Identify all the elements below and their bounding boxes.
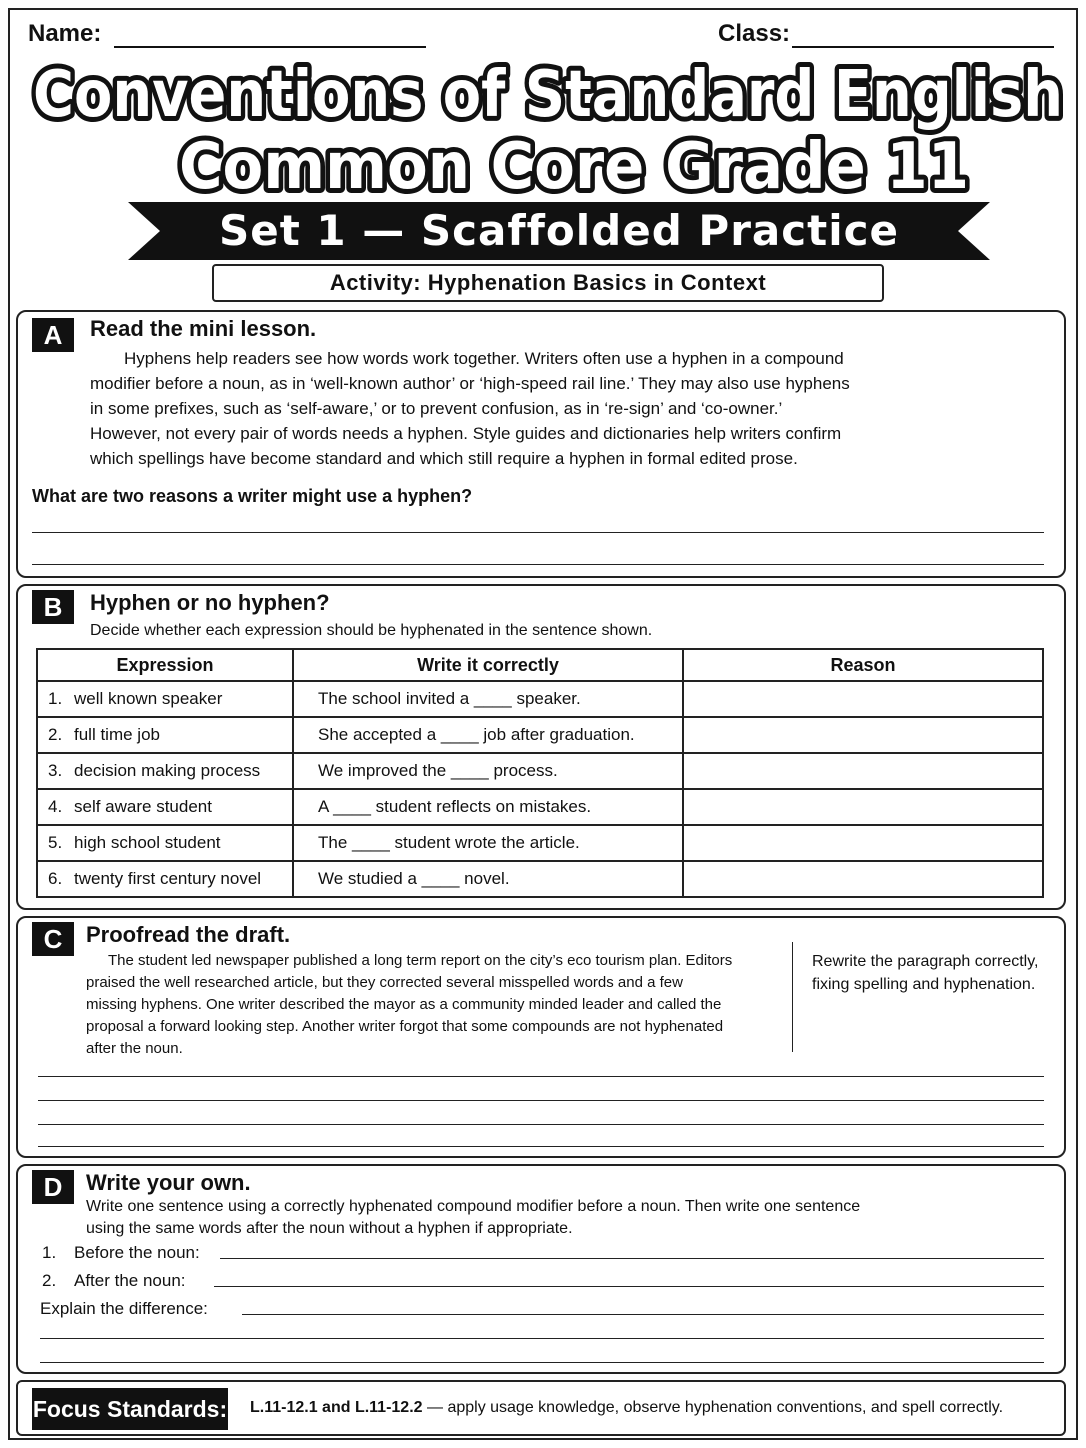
expression-cell <box>37 861 293 897</box>
lesson-line: modifier before a noun, as in ‘well-known author’ or ‘high-speed rail line.’ They may also use hyphens <box>90 374 850 393</box>
row-number: 3. <box>48 761 63 780</box>
row-number: 4. <box>48 797 63 816</box>
section-c-title: Proofread the draft. <box>86 922 291 947</box>
draft-line: after the noun. <box>86 1040 183 1057</box>
table-row <box>37 789 1043 825</box>
set-banner-text: Set 1 — Scaffolded Practice <box>218 206 899 255</box>
title-line-2: Common Core Grade 11 <box>179 130 969 196</box>
reason-cell[interactable] <box>683 825 1043 861</box>
section-b <box>16 584 1066 910</box>
section-c <box>16 916 1066 1158</box>
sentence-cell[interactable]: The ____ student wrote the article. <box>293 825 683 861</box>
table-row <box>37 825 1043 861</box>
focus-standards-bar <box>16 1380 1066 1436</box>
mini-lesson-text <box>90 346 1050 471</box>
rewrite-line: fixing spelling and hyphenation. <box>812 976 1036 993</box>
rewrite-instructions <box>812 950 1038 996</box>
reason-cell[interactable] <box>683 753 1043 789</box>
rewrite-answer-line[interactable] <box>38 1100 1044 1101</box>
expression-text: self aware student <box>74 797 212 816</box>
item-2-number: 2. <box>42 1271 57 1290</box>
column-divider <box>792 942 793 1052</box>
header-write-correctly: Write it correctly <box>293 649 683 681</box>
sentence-cell[interactable]: The school invited a ____ speaker. <box>293 681 683 717</box>
standards-description: — apply usage knowledge, observe hyphenation conventions, and spell correctly. <box>422 1399 1004 1416</box>
standards-codes: L.11-12.1 and L.11-12.2 <box>250 1399 423 1416</box>
section-b-instructions: Decide whether each expression should be hyphenated in the sentence shown. <box>90 622 653 639</box>
row-number: 1. <box>48 689 63 708</box>
draft-line: praised the well researched article, but they corrected several misspelled words and a few <box>86 974 683 991</box>
sentence-cell[interactable]: We studied a ____ novel. <box>293 861 683 897</box>
explain-answer-line[interactable] <box>40 1362 1044 1363</box>
expression-cell <box>37 825 293 861</box>
sentence-cell[interactable]: We improved the ____ process. <box>293 753 683 789</box>
explain-answer-line[interactable] <box>40 1338 1044 1339</box>
section-a <box>16 310 1066 578</box>
focus-standards-text <box>250 1382 1003 1434</box>
section-b-title: Hyphen or no hyphen? <box>90 590 330 615</box>
item-1-label: Before the noun: <box>74 1243 200 1262</box>
row-number: 2. <box>48 725 63 744</box>
draft-paragraph <box>86 950 786 1060</box>
before-noun-answer-line[interactable] <box>220 1258 1044 1259</box>
expression-text: full time job <box>74 725 160 744</box>
lesson-line: However, not every pair of words needs a hyphen. Style guides and dictionaries help writers confirm <box>90 424 842 443</box>
table-header-row <box>37 649 1043 681</box>
after-noun-answer-line[interactable] <box>214 1286 1044 1287</box>
expression-text: decision making process <box>74 761 261 780</box>
section-a-question: What are two reasons a writer might use a hyphen? <box>32 486 473 506</box>
title-graphic <box>20 56 1076 196</box>
row-number: 5. <box>48 833 63 852</box>
lesson-line: which spellings have become standard and which still require a hyphen in formal edited prose. <box>90 449 798 468</box>
sentence-cell[interactable]: She accepted a ____ job after graduation. <box>293 717 683 753</box>
draft-line: proposal a forward looking step. Another writer forgot that some compounds are not hyphenated <box>86 1018 724 1035</box>
answer-line[interactable] <box>32 564 1044 565</box>
focus-standards-label: Focus Standards: <box>32 1388 228 1430</box>
section-d <box>16 1164 1066 1374</box>
rewrite-answer-line[interactable] <box>38 1124 1044 1125</box>
explain-answer-line[interactable] <box>242 1314 1044 1315</box>
expression-text: well known speaker <box>74 689 223 708</box>
header-expression: Expression <box>37 649 293 681</box>
section-d-title: Write your own. <box>86 1170 251 1195</box>
rewrite-answer-line[interactable] <box>38 1076 1044 1077</box>
name-field-line[interactable] <box>114 46 426 48</box>
row-number: 6. <box>48 869 63 888</box>
name-label: Name: <box>28 20 102 47</box>
lesson-line: in some prefixes, such as ‘self-aware,’ or to prevent confusion, as in ‘re-sign’ and ‘co-owner.’ <box>90 399 783 418</box>
name-class-row <box>28 18 1058 52</box>
reason-cell[interactable] <box>683 789 1043 825</box>
explain-label: Explain the difference: <box>40 1299 208 1318</box>
expression-cell <box>37 717 293 753</box>
expression-text: twenty first century novel <box>74 869 262 888</box>
section-c-letter: C <box>32 922 74 956</box>
expression-cell <box>37 681 293 717</box>
instruction-line: using the same words after the noun without a hyphen if appropriate. <box>86 1220 573 1237</box>
expression-cell <box>37 789 293 825</box>
item-2-label: After the noun: <box>74 1271 186 1290</box>
table-row <box>37 753 1043 789</box>
reason-cell[interactable] <box>683 861 1043 897</box>
class-label: Class: <box>718 20 791 47</box>
draft-line: missing hyphens. One writer described the mayor as a community minded leader and called the <box>86 996 722 1013</box>
sentence-cell[interactable]: A ____ student reflects on mistakes. <box>293 789 683 825</box>
section-a-title: Read the mini lesson. <box>90 316 317 341</box>
instruction-line: Write one sentence using a correctly hyphenated compound modifier before a noun. Then write one sentence <box>86 1198 861 1215</box>
table-row <box>37 681 1043 717</box>
answer-line[interactable] <box>32 532 1044 533</box>
section-d-letter: D <box>32 1170 74 1204</box>
lesson-line: Hyphens help readers see how words work together. Writers often use a hyphen in a compound <box>124 349 844 368</box>
class-field-line[interactable] <box>792 46 1054 48</box>
hyphen-table <box>36 648 1044 898</box>
section-d-instructions <box>86 1196 860 1240</box>
item-1-number: 1. <box>42 1243 57 1262</box>
rewrite-line: Rewrite the paragraph correctly, <box>812 953 1039 970</box>
worksheet-title <box>20 56 1076 196</box>
rewrite-answer-line[interactable] <box>38 1146 1044 1147</box>
table-row <box>37 861 1043 897</box>
reason-cell[interactable] <box>683 681 1043 717</box>
draft-line: The student led newspaper published a long term report on the city’s eco tourism plan. Editors <box>108 952 733 969</box>
header-reason: Reason <box>683 649 1043 681</box>
table-row <box>37 717 1043 753</box>
set-banner <box>128 202 990 260</box>
expression-cell <box>37 753 293 789</box>
reason-cell[interactable] <box>683 717 1043 753</box>
section-b-letter: B <box>32 590 74 624</box>
expression-text: high school student <box>74 833 221 852</box>
activity-title: Activity: Hyphenation Basics in Context <box>212 264 884 302</box>
section-a-letter: A <box>32 318 74 352</box>
title-line-1: Conventions of Standard English <box>33 58 1063 132</box>
